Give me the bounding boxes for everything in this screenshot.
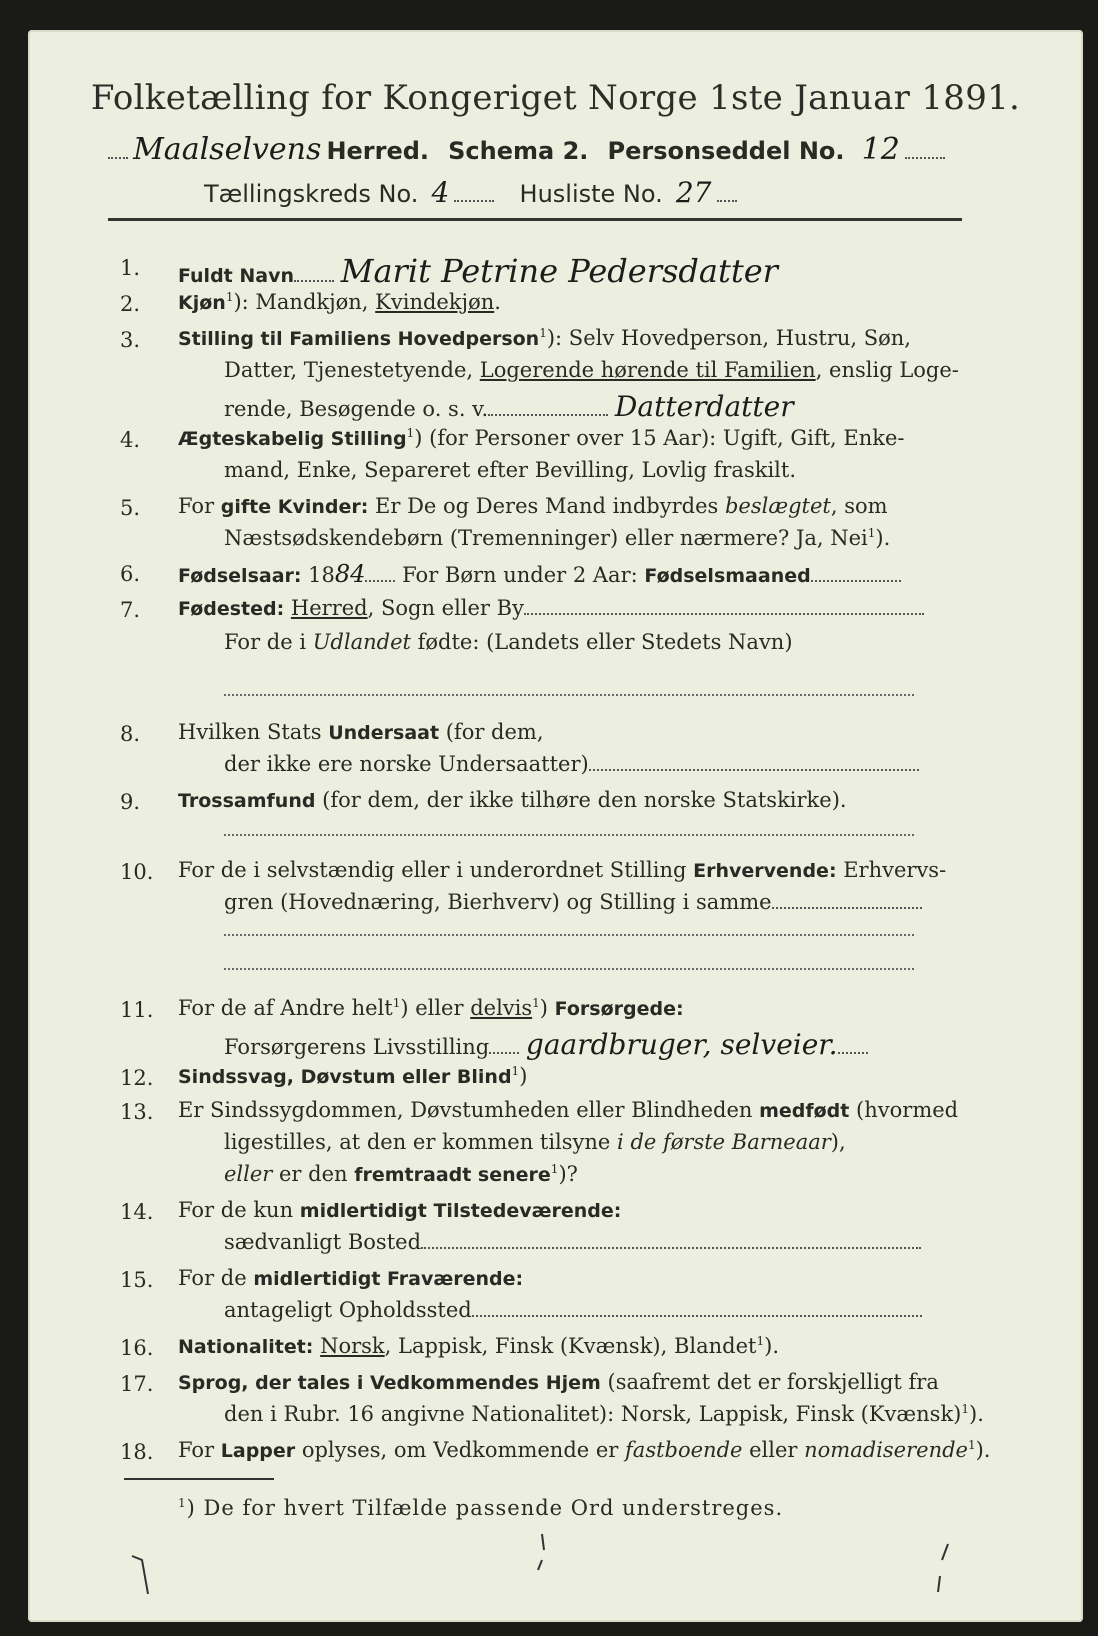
q10-row2: gren (Hovednæring, Bierhverv) og Stilling i samme: [224, 890, 922, 914]
husliste-label: Husliste No.: [519, 180, 663, 208]
kreds-label: Tællingskreds No.: [204, 180, 419, 208]
q13-label: medfødt: [759, 1100, 850, 1122]
q2-selected: Kvindekjøn: [375, 290, 495, 314]
q17-number: 17.: [120, 1372, 154, 1396]
q7-row2: For de i Udlandet fødte: (Landets eller Stedets Navn): [224, 630, 793, 654]
q14-number: 14.: [120, 1200, 154, 1224]
q8-row2: der ikke ere norske Undersaatter): [224, 752, 919, 776]
q15-label: midlertidigt Fraværende:: [253, 1268, 524, 1290]
q7-label: Fødested:: [178, 598, 285, 620]
q7-row1: Fødested: Herred, Sogn eller By: [178, 596, 924, 620]
q12-number: 12.: [120, 1066, 154, 1090]
q4-row2: mand, Enke, Separeret efter Bevilling, Lovlig fraskilt.: [224, 458, 797, 482]
q11-row2: Forsørgerens Livsstilling gaardbruger, selveier.: [224, 1028, 868, 1061]
q16-row: Nationalitet: Norsk, Lappisk, Finsk (Kvænsk), Blandet$^1$).: [178, 1334, 779, 1358]
q1-label: Fuldt Navn: [178, 265, 295, 287]
q6-row: Fødselsaar: 1884 For Børn under 2 Aar: Fødselsmaaned: [178, 560, 901, 588]
q12-row: Sindssvag, Døvstum eller Blind$^1$): [178, 1064, 528, 1088]
q13-row3: eller er den fremtraadt senere$^1$)?: [224, 1162, 578, 1186]
q7-selected: Herred: [290, 596, 368, 620]
q15-number: 15.: [120, 1268, 154, 1292]
q15-row2: antageligt Opholdssted: [224, 1298, 922, 1322]
q11-number: 11.: [120, 998, 154, 1022]
herred-value: Maalselvens: [133, 132, 322, 167]
q10-number: 10.: [120, 860, 154, 884]
q16-number: 16.: [120, 1336, 154, 1360]
q9-row: Trossamfund (for dem, der ikke tilhøre den norske Statskirke).: [178, 788, 847, 812]
q10-row1: For de i selvstændig eller i underordnet Stilling Erhvervende: Erhvervs-: [178, 858, 947, 882]
form-title: Folketælling for Kongeriget Norge 1ste Januar 1891.: [90, 78, 1021, 118]
q5-row2: Næstsødskendebørn (Tremenninger) eller nærmere? Ja, Nei$^1$).: [224, 526, 891, 550]
q3-number: 3.: [120, 328, 141, 352]
kreds-value: 4: [431, 176, 450, 209]
q6-value: 84: [334, 560, 366, 588]
q4-label: Ægteskabelig Stilling: [178, 428, 407, 450]
herred-label: Herred.: [326, 137, 430, 165]
q6-number: 6.: [120, 562, 141, 586]
personseddel-value: 12: [861, 132, 900, 167]
q3-row2: Datter, Tjenestetyende, Logerende hørende til Familien, enslig Loge-: [224, 358, 959, 382]
q12-label: Sindssvag, Døvstum eller Blind: [178, 1066, 512, 1088]
q1-value: Marit Petrine Pedersdatter: [340, 252, 778, 290]
herred-line: [108, 132, 988, 167]
q16-selected: Norsk: [320, 1334, 385, 1358]
q11-value: gaardbruger, selveier.: [525, 1028, 838, 1061]
q6-label2: Fødselsmaaned: [644, 565, 811, 587]
footnote-rule: [124, 1478, 274, 1480]
q13-row1: Er Sindssygdommen, Døvstumheden eller Blindheden medfødt (hvormed: [178, 1098, 959, 1122]
q14-row1: For de kun midlertidigt Tilstedeværende:: [178, 1198, 622, 1222]
q18-row: For Lapper oplyses, om Vedkommende er fastboende eller nomadiserende$^1$).: [178, 1438, 991, 1462]
schema-label: Schema 2.: [448, 137, 589, 165]
q14-label: midlertidigt Tilstedeværende:: [299, 1200, 622, 1222]
q8-number: 8.: [120, 722, 141, 746]
q8-row1: Hvilken Stats Undersaat (for dem,: [178, 720, 544, 744]
q7-number: 7.: [120, 598, 141, 622]
q13-label2: fremtraadt senere: [354, 1164, 551, 1186]
footnote-text: De for hvert Tilfælde passende Ord understreges.: [203, 1496, 784, 1520]
kreds-line: [204, 176, 737, 209]
q14-row2: sædvanligt Bosted: [224, 1230, 921, 1254]
q5-number: 5.: [120, 496, 141, 520]
q9-number: 9.: [120, 790, 141, 814]
q11-row1: For de af Andre helt$^1$) eller delvis$^1$) Forsørgede:: [178, 996, 684, 1020]
q10-blank-line-2: [224, 968, 914, 970]
husliste-value: 27: [675, 176, 712, 209]
q1-row: [178, 252, 778, 290]
q13-row2: ligestilles, at den er kommen tilsyne i de første Barneaar),: [224, 1130, 846, 1154]
q17-row1: Sprog, der tales i Vedkommendes Hjem (saafremt det er forskjelligt fra: [178, 1370, 939, 1394]
q13-number: 13.: [120, 1100, 154, 1124]
census-form: [28, 30, 1083, 1622]
q2-row: Kjøn$^1$): Mandkjøn, Kvindekjøn.: [178, 290, 501, 314]
q3-value: Datterdatter: [614, 390, 794, 423]
pen-mark-icon: [128, 1550, 168, 1600]
q17-label: Sprog, der tales i Vedkommendes Hjem: [178, 1372, 601, 1394]
q18-label: Lapper: [220, 1440, 296, 1462]
q17-row2: den i Rubr. 16 angivne Nationalitet): Norsk, Lappisk, Finsk (Kvænsk)$^1$).: [224, 1402, 984, 1426]
q4-row1: Ægteskabelig Stilling$^1$) (for Personer over 15 Aar): Ugift, Gift, Enke-: [178, 426, 905, 450]
q11-selected: delvis: [470, 996, 533, 1020]
q2-number: 2.: [120, 292, 141, 316]
q16-label: Nationalitet:: [178, 1336, 314, 1358]
q2-label: Kjøn: [178, 292, 226, 314]
q6-label: Fødselsaar:: [178, 565, 302, 587]
q11-label: Forsørgede:: [554, 998, 684, 1020]
q15-row1: For de midlertidigt Fraværende:: [178, 1266, 524, 1290]
q7-blank-line: [224, 694, 914, 696]
q3-row1: Stilling til Familiens Hovedperson$^1$): Selv Hovedperson, Hustru, Søn,: [178, 326, 911, 350]
q18-number: 18.: [120, 1440, 154, 1464]
q3-row3: rende, Besøgende o. s. v. Datterdatter: [224, 390, 794, 423]
header-rule: [108, 218, 962, 221]
q3-selected: Logerende hørende til Familien: [479, 358, 816, 382]
q5-row1: For gifte Kvinder: Er De og Deres Mand indbyrdes beslægtet, som: [178, 494, 888, 518]
q3-label: Stilling til Familiens Hovedperson: [178, 328, 540, 350]
q1-number: 1.: [120, 256, 141, 280]
pen-mark-icon: [528, 1530, 558, 1580]
q10-label: Erhvervende:: [693, 860, 837, 882]
q5-label: gifte Kvinder:: [220, 496, 369, 518]
q9-label: Trossamfund: [178, 790, 316, 812]
q9-blank-line: [224, 834, 914, 836]
q10-blank-line-1: [224, 934, 914, 936]
q8-label: Undersaat: [328, 722, 440, 744]
pen-mark-icon: [928, 1540, 958, 1600]
footnote: $^1$) De for hvert Tilfælde passende Ord understreges.: [178, 1496, 784, 1520]
personseddel-label: Personseddel No.: [607, 137, 845, 165]
q4-number: 4.: [120, 428, 141, 452]
